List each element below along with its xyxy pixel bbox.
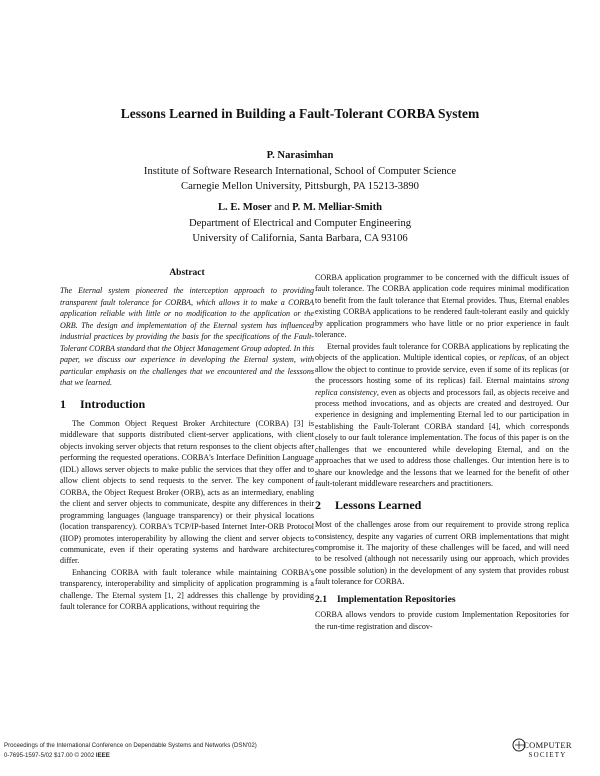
intro-paragraph-1: The Common Object Request Broker Architecture (CORBA) [3] is middleware that supports distributed client-server applications, with client objects invoking server objects that return responses to the client objects after performing the requested operations. CORBA's Interface Definition Language (IDL) allows server objects to make public the services that they offer and to allow client objects to send requests to the server. The key component of CORBA, the Object Request Broker (ORB), acts as an intermediary, enabling the client and server objects to communicate, despite any differences in their programming languages (language transparency) or their physical locations (location transparency). CORBA's TCP/IP-based Internet Inter-ORB Protocol (IIOP) promotes interoperability by allowing the client and server objects to communicate, even if their operating systems and hardware architectures differ. (60, 418, 314, 566)
page-footer (4, 741, 257, 761)
p4-replicas-term: replicas (499, 353, 525, 363)
logo-computer-text: COMPUTER (523, 740, 572, 750)
lessons-paragraph-1: Most of the challenges arose from our requirement to provide strong replica consistency, despite any vagaries of current ORB implementations that might compromise it. The majority of these challenges will be faced, and will need to be resolved (although not necessarily using our approach, which provides one possible solution) in the development of any system that provides robust fault tolerance for CORBA. (315, 520, 569, 587)
p4-part-c: , even as objects and processors fail, as objects receive and process method invocations, and as objects are created and destroyed. Our experience in designing and implementing Eternal led to our participation in establishing the Fault-Tolerant CORBA standard [4], which corresponds closely to our fault tolerance implementation. The focus of this paper is on the challenges that we encountered while developing Eternal, and on the approaches that we used to address those challenges. Our intention here is to share our knowledge and the lessons that we learned for the benefit of other fault-tolerant middleware researchers and practitioners. (315, 387, 569, 489)
author-affiliation-line2: University of California, Santa Barbara, CA 93106 (192, 233, 408, 244)
author-and: and (274, 202, 290, 213)
section-1-number: 1 (60, 396, 66, 411)
intro-paragraph-4 (315, 341, 569, 490)
author-name: P. Narasimhan (266, 150, 334, 161)
intro-paragraph-3: CORBA application programmer to be concerned with the difficult issues of fault tolerance. The CORBA application code requires minimal modification to benefit from the fault tolerance that Eternal provides. Thus, Eternal enables existing CORBA applications to be rendered fault-tolerant easily and quickly by application programmers who have little or no prior experience in fault tolerance. (315, 273, 569, 340)
section-2-1-number: 2.1 (315, 593, 327, 605)
computer-society-emblem-icon (512, 738, 526, 752)
section-2-1-heading (315, 594, 569, 605)
computer-society-logo (510, 740, 585, 759)
p4-strong-consistency-term: strong replica consistency (315, 376, 569, 397)
author-affiliation-line2: Carnegie Mellon University, Pittsburgh, PA 15213-3890 (181, 181, 419, 192)
paper-title: Lessons Learned in Building a Fault-Tolerant CORBA System (120, 106, 480, 121)
section-2-1-title: Implementation Repositories (337, 593, 456, 605)
footer-proceedings: Proceedings of the International Conference on Dependable Systems and Networks (DSN'02) (4, 742, 257, 749)
logo-society-text: SOCIETY (528, 751, 567, 759)
section-2-title: Lessons Learned (335, 497, 422, 512)
p4-part-b: , of an object allow the object to continue to provide service, even if some of its replicas (or the processors hosting some of its replicas) fail. Eternal maintains (315, 353, 569, 386)
section-1-title: Introduction (80, 396, 146, 411)
section-2-heading (315, 497, 569, 512)
author-affiliation-line1: Department of Electrical and Computer Engineering (188, 217, 412, 229)
footer-isbn: 0-7695-1597-5/02 $17.00 © 2002 (4, 752, 95, 759)
author-name-moser: L. E. Moser (217, 202, 272, 213)
author-names (0, 200, 600, 216)
author-affiliation-line1: Institute of Software Research International, School of Computer Science (143, 165, 457, 177)
author-name-melliar-smith: P. M. Melliar-Smith (292, 202, 382, 213)
right-column (315, 272, 569, 632)
author-block-2 (0, 200, 600, 247)
abstract-heading: Abstract (169, 268, 205, 278)
section-1-heading (60, 396, 314, 411)
footer-ieee: IEEE (95, 752, 110, 759)
intro-paragraph-2: Enhancing CORBA with fault tolerance while maintaining CORBA's transparency, interoperability and simplicity of application programming is a challenge. The Eternal system [1, 2] addresses this challenge by providing fault tolerance for CORBA applications, without requiring the (60, 567, 314, 612)
implementation-repositories-paragraph: CORBA allows vendors to provide custom Implementation Repositories for the run-time registration and discov- (315, 610, 569, 631)
left-column (60, 268, 314, 613)
section-2-number: 2 (315, 497, 321, 512)
p4-part-a: Eternal provides fault tolerance for CORBA applications by replicating the objects of the application. Multiple identical copies, or (315, 341, 569, 363)
footer-copyright (4, 751, 257, 761)
author-block-1 (0, 148, 600, 195)
abstract-text: The Eternal system pioneered the interception approach to providing transparent fault tolerance for CORBA, which allows it to make a CORBA application reliable with little or no modification to the application or the ORB. The design and implementation of the Eternal system has influenced industrial practices by providing the basis for the specifications of the Fault-Tolerant CORBA standard that the Object Management Group adopted. In this paper, we discuss our experience in developing the Eternal system, with particular emphasis on the challenges that we encountered and the lesssons that we learned. (60, 286, 314, 388)
